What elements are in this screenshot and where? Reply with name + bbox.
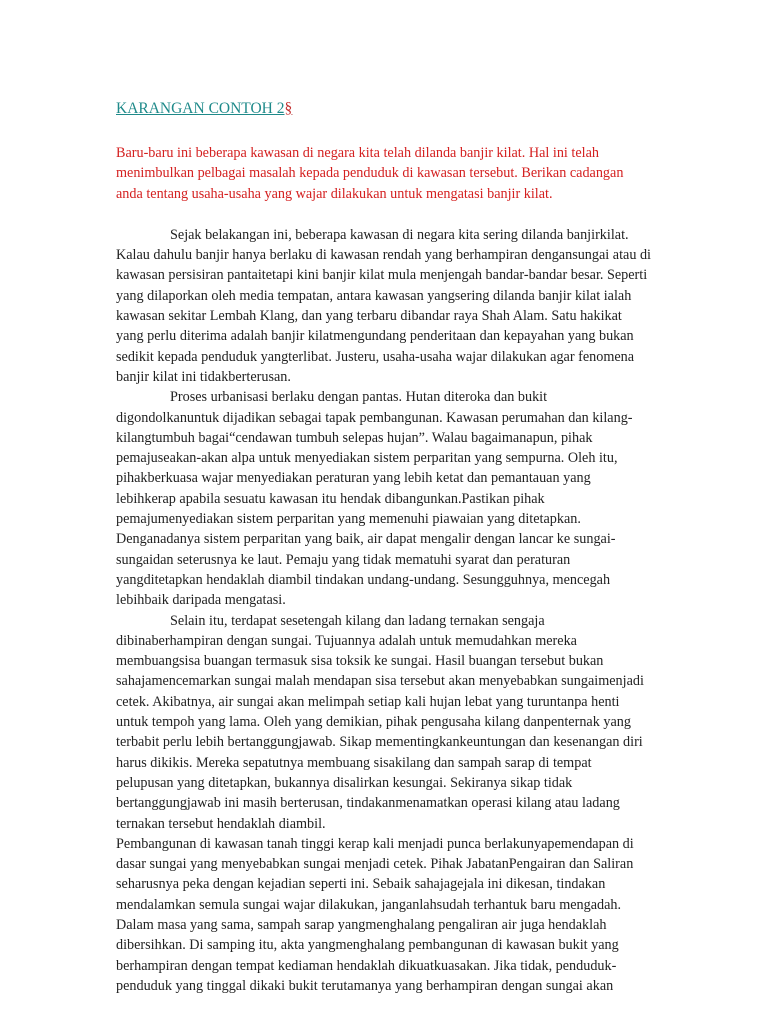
body-line: cetek. Akibatnya, air sungai akan melimpah setiap kali hujan lebat yang turuntanpa henti — [116, 693, 620, 710]
body-line: untuk tempoh yang lama. Oleh yang demikian, pihak pengusaha kilang danpenternak yang — [116, 714, 631, 731]
body-line: harus dikikis. Mereka sepatutnya membuang sisakilang dan sampah sarap di tempat — [116, 754, 592, 771]
body-line: seharusnya peka dengan kejadian seperti ini. Sebaik sahajagejala ini dikesan, tindakan — [116, 876, 606, 893]
body-line: terbabit perlu lebih bertanggungjawab. Sikap mementingkankeuntungan dan kesenangan diri — [116, 734, 643, 751]
body-line: yang perlu diterima adalah banjir kilatmengundang penderitaan dan kepayahan yang bukan — [116, 328, 634, 345]
body-line: digondolkanuntuk dijadikan sebagai tapak pembangunan. Kawasan perumahan dan kilang- — [116, 409, 633, 426]
body-line: mendalamkan semula sungai wajar dilakukan, janganlahsudah terhantuk baru mengadah. — [116, 896, 622, 913]
essay-title — [116, 99, 636, 119]
body-line: dibersihkan. Di samping itu, akta yangmenghalang pembangunan di kawasan bukit yang — [116, 937, 619, 954]
body-line: dasar sungai yang menyebabkan sungai menjadi cetek. Pihak JabatanPengairan dan Saliran — [116, 856, 634, 873]
essay-question — [116, 143, 636, 204]
body-line: lebihbaik daripada mengatasi. — [116, 592, 286, 609]
body-line: pemajumenyediakan sistem perparitan yang memenuhi piawaian yang ditetapkan. — [116, 511, 581, 528]
body-line: Proses urbanisasi berlaku dengan pantas. Hutan diteroka dan bukit — [170, 389, 548, 406]
essay-body — [116, 225, 651, 996]
body-line: Pembangunan di kawasan tanah tinggi kerap kali menjadi punca berlakunyapemendapan di — [116, 835, 634, 852]
body-line: yang dilaporkan oleh media tempatan, antara kawasan yangsering dilanda banjir kilat ialah — [116, 287, 632, 304]
body-line: kawasan sekitar Lembah Klang, dan yang terbaru dibandar raya Shah Alam. Satu hakikat — [116, 308, 622, 325]
body-line: pihakberkuasa wajar menyediakan peraturan yang lebih ketat dan pemantauan yang — [116, 470, 591, 487]
question-line: anda tentang usaha-usaha yang wajar dilakukan untuk mengatasi banjir kilat. — [116, 185, 553, 202]
body-line: sahajamencemarkan sungai malah mendapan sisa tersebut akan menyebabkan sungaimenjadi — [116, 673, 644, 690]
body-line: lebihkerap apabila sesuatu kawasan itu hendak dibangunkan.Pastikan pihak — [116, 490, 545, 507]
body-line: pemajuseakan-akan alpa untuk menyediakan sistem perparitan yang sempurna. Oleh itu, — [116, 450, 618, 467]
question-line: Baru-baru ini beberapa kawasan di negara kita telah dilanda banjir kilat. Hal ini telah — [116, 145, 599, 161]
body-line: Selain itu, terdapat sesetengah kilang dan ladang ternakan sengaja — [170, 612, 545, 629]
section-mark: § — [284, 100, 293, 117]
body-line: membuangsisa buangan termasuk sisa toksik ke sungai. Hasil buangan tersebut bukan — [116, 653, 604, 670]
essay-title-text: KARANGAN CONTOH 2 — [116, 100, 285, 117]
document-content — [116, 99, 651, 996]
question-line: menimbulkan pelbagai masalah kepada penduduk di kawasan tersebut. Berikan cadangan — [116, 165, 624, 182]
body-line: kawasan persisiran pantaitetapi kini banjir kilat mula menjengah bandar-bandar besar. Seperti — [116, 267, 648, 284]
body-line: sungaidan seterusnya ke laut. Pemaju yang tidak mematuhi syarat dan peraturan — [116, 551, 571, 568]
body-line: dibinaberhampiran dengan sungai. Tujuannya adalah untuk memudahkan mereka — [116, 632, 577, 649]
body-line: Dalam masa yang sama, sampah sarap yangmenghalang pengaliran air juga hendaklah — [116, 916, 607, 933]
body-line: penduduk yang tinggal dikaki bukit terutamanya yang berhampiran dengan sungai akan — [116, 977, 614, 994]
body-line: Denganadanya sistem perparitan yang baik, air dapat mengalir dengan lancar ke sungai- — [116, 531, 616, 548]
body-line: ternakan tersebut hendaklah diambil. — [116, 815, 326, 832]
body-line: banjir kilat ini tidakberterusan. — [116, 368, 291, 385]
body-line: pelupusan yang ditetapkan, bukannya disalirkan kesungai. Sekiranya sikap tidak — [116, 774, 573, 791]
body-line: bertanggungjawab ini masih berterusan, tindakanmenamatkan operasi kilang atau ladang — [116, 795, 620, 812]
body-line: berhampiran dengan tempat kediaman hendaklah dikuatkuasakan. Jika tidak, penduduk- — [116, 957, 617, 974]
body-line: yangditetapkan hendaklah diambil tindakan undang-undang. Sesungguhnya, mencegah — [116, 571, 611, 588]
body-line: Sejak belakangan ini, beberapa kawasan di negara kita sering dilanda banjirkilat. — [170, 226, 629, 243]
body-line: sedikit kepada penduduk yangterlibat. Justeru, usaha-usaha wajar dilakukan agar fenomena — [116, 348, 635, 365]
body-line: Kalau dahulu banjir hanya berlaku di kawasan rendah yang berhampiran dengansungai atau di — [116, 247, 651, 264]
body-line: kilangtumbuh bagai“cendawan tumbuh selepas hujan”. Walau bagaimanapun, pihak — [116, 429, 593, 446]
